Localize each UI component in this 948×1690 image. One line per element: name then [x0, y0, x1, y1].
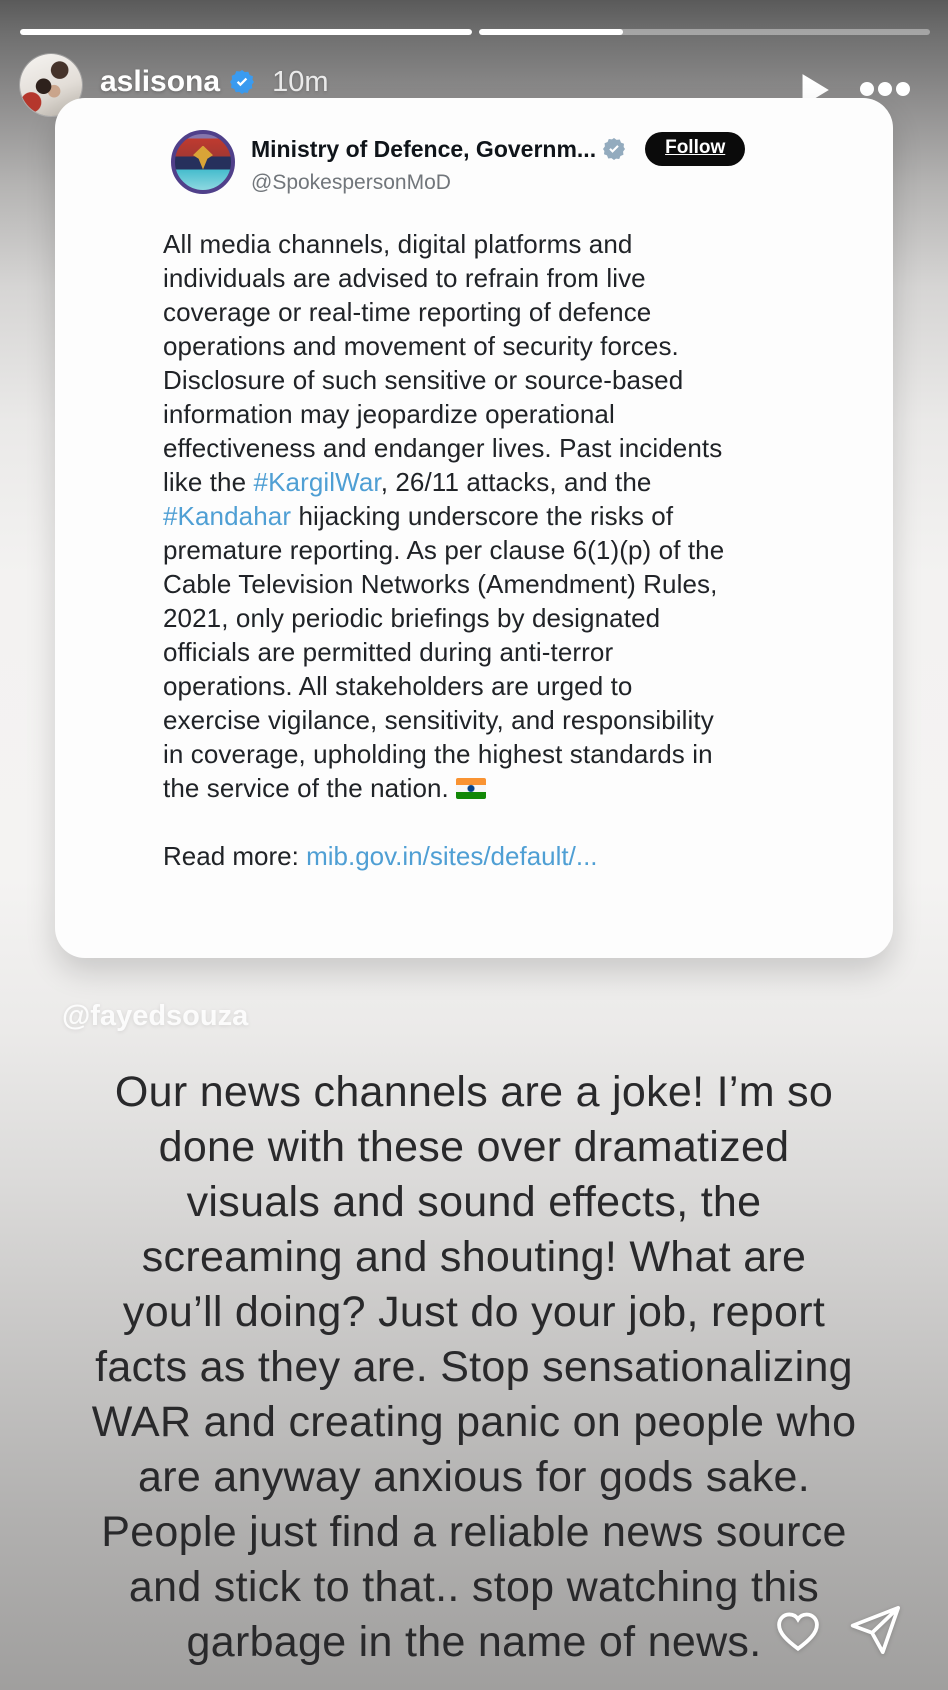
- story-caption: [0, 1065, 948, 1670]
- like-button[interactable]: [770, 1602, 826, 1660]
- caption-line: facts as they are. Stop sensationalizing: [95, 1343, 853, 1391]
- tweet-display-name: Ministry of Defence, Governm...: [251, 135, 597, 162]
- verified-badge-icon: [230, 70, 254, 94]
- story-username[interactable]: aslisona: [100, 65, 221, 98]
- caption-line: and stick to that.. stop watching this: [128, 1563, 820, 1611]
- gov-verified-badge-icon: [603, 138, 625, 160]
- india-flag-icon: [456, 778, 486, 799]
- mention-tag[interactable]: @fayedsouza: [62, 1000, 249, 1032]
- read-more-link[interactable]: mib.gov.in/sites/default/...: [306, 841, 598, 871]
- progress-segment-2: [479, 29, 931, 35]
- tweet-read-more: [163, 841, 833, 872]
- progress-segment-1: [20, 29, 472, 35]
- tweet-header: [163, 130, 833, 195]
- caption-line: People just find a reliable news source: [101, 1508, 847, 1556]
- more-options-icon: [860, 82, 874, 96]
- caption-line: done with these over dramatized: [158, 1123, 790, 1171]
- more-options-button[interactable]: [860, 82, 914, 98]
- story-actions: [770, 1602, 904, 1660]
- tweet-body-text-2: , 26/11 attacks, and the: [380, 467, 652, 497]
- caption-line: you’ll doing? Just do your job, report: [122, 1288, 826, 1336]
- caption-line: Our news channels are a joke! I’m so: [114, 1068, 834, 1116]
- story-timestamp: 10m: [272, 65, 329, 98]
- tweet-handle: @SpokespersonMoD: [251, 171, 451, 194]
- story-progress-bar: [20, 29, 930, 35]
- ministry-of-defence-logo: [171, 130, 235, 194]
- progress-segment-1-fill: [20, 29, 472, 35]
- hashtag-kandahar-link[interactable]: #Kandahar: [163, 501, 292, 531]
- caption-line: screaming and shouting! What are: [141, 1233, 807, 1281]
- caption-line: visuals and sound effects, the: [186, 1178, 762, 1226]
- caption-line: garbage in the name of news.: [186, 1618, 762, 1666]
- hashtag-kargilwar-link[interactable]: #KargilWar: [253, 467, 381, 497]
- tweet-body: [163, 227, 733, 805]
- share-button[interactable]: [848, 1602, 904, 1660]
- progress-segment-2-fill: [479, 29, 623, 35]
- heart-icon: [771, 1603, 825, 1657]
- follow-button[interactable]: Follow: [645, 132, 745, 166]
- tweet-body-text-3: hijacking underscore the risks of premature reporting. As per clause 6(1)(p) of the Cable Television Networks (Amendment) Rules, 2021, only periodic briefings by designated officials are permitted during anti-terror operations. All stakeholders are urged to exercise vigilance, sensitivity, and responsibility in coverage, upholding the highest standards in the service of the nation.: [163, 501, 725, 803]
- caption-line: are anyway anxious for gods sake.: [138, 1453, 810, 1501]
- read-more-label: Read more:: [163, 841, 307, 871]
- send-icon: [848, 1602, 904, 1658]
- caption-line: WAR and creating panic on people who: [91, 1398, 857, 1446]
- tweet-card[interactable]: [55, 98, 893, 958]
- tweet-body-text-1: All media channels, digital platforms and individuals are advised to refrain from live coverage or real-time reporting of defence operations and movement of security forces. Disclosure of such sensitive or source-based information may jeopardize operational effectiveness and endanger lives. Past incidents like the: [163, 229, 723, 497]
